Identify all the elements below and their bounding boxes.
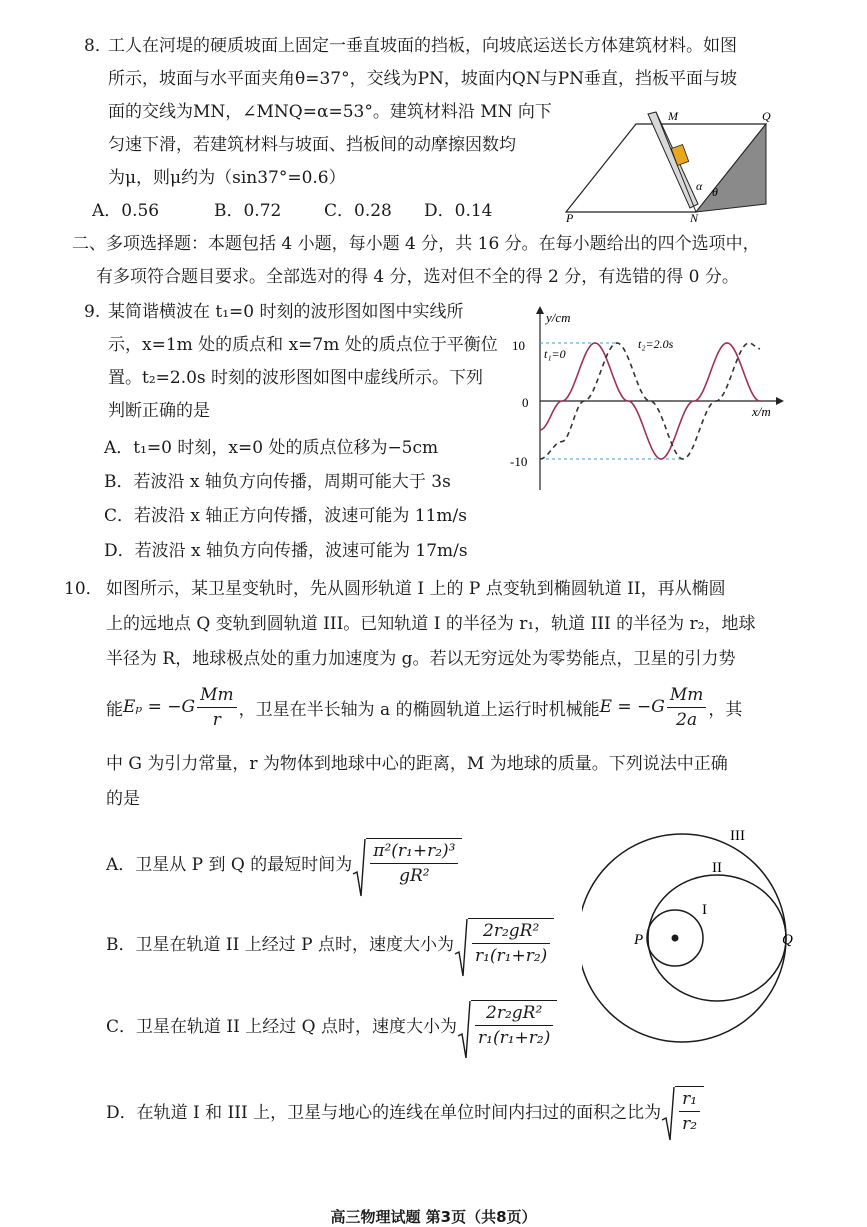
y-tick-10: 10 (512, 338, 525, 353)
y-tick-0: 0 (522, 395, 529, 410)
optD-num: r₁ (679, 1089, 700, 1112)
label-P: P (566, 211, 574, 224)
orbit-figure (582, 820, 804, 1052)
y-axis-label: y/cm (546, 310, 571, 325)
q8-line1: 工人在河堤的硬质坡面上固定一垂直坡面的挡板，向坡底运送长方体建筑材料。如图 (108, 36, 737, 56)
q9-line1: 某简谐横波在 t₁=0 时刻的波形图如图中实线所 (108, 302, 464, 322)
orbit-label-III: III (730, 828, 745, 844)
slope-figure (556, 104, 786, 224)
q10-option-d (106, 1082, 704, 1138)
page-footer: 高三物理试题 第3页（共8页） (330, 1208, 537, 1226)
q10-option-c (106, 994, 557, 1054)
point-label-P: P (634, 932, 644, 948)
e-lhs: E = −G (599, 697, 665, 717)
q8-number: 8． (84, 36, 112, 56)
orbit-II (648, 875, 786, 1001)
q10-line2: 上的远地点 Q 变轨到圆轨道 III。已知轨道 I 的半径为 r₁，轨道 III 的半径为 r₂，地球 (106, 614, 756, 634)
orbit-III (582, 834, 786, 1042)
q8-option-c: C．0.28 (324, 201, 392, 221)
section2-line1: 二、多项选择题：本题包括 4 小题，每小题 4 分，共 16 分。在每小题给出的四个选项中， (72, 234, 760, 254)
section2-line2: 有多项符合题目要求。全部选对的得 4 分，选对但不全的得 2 分，有选错的得 0 分。 (96, 267, 739, 287)
q10-option-a-text: A．卫星从 P 到 Q 的最短时间为 (106, 854, 353, 875)
series-label-t2: t₂=2.0s (638, 337, 674, 351)
q10-option-b (106, 912, 554, 972)
q10-line6: 的是 (106, 789, 140, 809)
q10-option-b-text: B．卫星在轨道 II 上经过 P 点时，速度大小为 (106, 934, 454, 955)
q9-option-a: A．t₁=0 时刻，x=0 处的质点位移为−5cm (104, 438, 439, 458)
label-N: N (690, 211, 699, 224)
q10-option-a (106, 832, 462, 892)
optA-den: gR² (399, 866, 430, 886)
q8-line2: 所示，坡面与水平面夹角θ=37°，交线为PN，坡面内QN与PN垂直，挡板平面与坡 (108, 69, 738, 89)
q10-line1: 如图所示，某卫星变轨时，先从圆形轨道 I 上的 P 点变轨到椭圆轨道 II，再从椭圆 (106, 579, 726, 599)
optC-den: r₁(r₁+r₂) (478, 1028, 551, 1048)
q8-option-b: B．0.72 (214, 201, 282, 221)
q8-option-a: A．0.56 (92, 201, 160, 221)
optD-den: r₂ (682, 1114, 698, 1134)
label-Q: Q (762, 109, 771, 123)
sqrt-a (352, 838, 462, 886)
x-axis-arrow (776, 397, 784, 405)
q10-line4-c: ，其 (708, 699, 743, 720)
e-fraction (667, 685, 707, 730)
q10-line3: 半径为 R，地球极点处的重力加速度为 g。若以无穷远处为零势能点，卫星的引力势 (106, 649, 736, 669)
series-label-t1: t₁=0 (544, 347, 566, 361)
q10-line4-a: 能 (106, 699, 123, 720)
q9-option-c: C．若波沿 x 轴正方向传播，波速可能为 11m/s (104, 506, 468, 526)
ep-den: r (212, 709, 221, 730)
q8-line5: 为μ，则μ约为（sin37°=0.6） (108, 168, 346, 188)
q9-line4: 判断正确的是 (108, 401, 210, 421)
optB-den: r₁(r₁+r₂) (474, 946, 548, 966)
y-tick-neg10: -10 (510, 454, 528, 469)
q9-line3: 置。t₂=2.0s 时刻的波形图如图中虚线所示。下列 (108, 368, 484, 388)
q9-line2: 示，x=1m 处的质点和 x=7m 处的质点位于平衡位 (108, 335, 498, 355)
ep-lhs: Eₚ = −G (123, 697, 196, 717)
orbit-label-II: II (712, 860, 722, 876)
q10-option-c-text: C．卫星在轨道 II 上经过 Q 点时，速度大小为 (106, 1016, 457, 1037)
q10-line4 (106, 682, 742, 732)
label-M: M (668, 109, 678, 123)
x-axis-label: x/m (752, 404, 771, 419)
label-alpha: α (696, 179, 703, 193)
q10-line4-b: ，卫星在半长轴为 a 的椭圆轨道上运行时机械能 (238, 699, 600, 720)
optA-num: π²(r₁+r₂)³ (370, 841, 458, 864)
optB-num: 2r₂gR² (472, 921, 550, 944)
wave-chart (508, 300, 788, 495)
optC-num: 2r₂gR² (475, 1003, 553, 1026)
e-num: Mm (667, 685, 707, 708)
point-label-Q: Q (782, 932, 793, 948)
y-axis-arrow (536, 306, 544, 314)
orbit-label-I: I (702, 902, 707, 918)
sqrt-d (661, 1086, 704, 1134)
sqrt-b (454, 918, 554, 966)
label-theta: θ (712, 185, 718, 199)
earth-center (672, 935, 679, 942)
ep-fraction (197, 685, 237, 730)
sqrt-c (457, 1000, 557, 1048)
q9-option-b: B．若波沿 x 轴负方向传播，周期可能大于 3s (104, 472, 451, 492)
q10-option-d-text: D．在轨道 I 和 III 上，卫星与地心的连线在单位时间内扫过的面积之比为 (106, 1102, 662, 1123)
q10-line5: 中 G 为引力常量，r 为物体到地球中心的距离，M 为地球的质量。下列说法中正确 (106, 754, 728, 774)
e-den: 2a (676, 709, 698, 730)
q10-number: 10． (64, 579, 103, 599)
ep-num: Mm (197, 685, 237, 708)
q8-option-d: D．0.14 (424, 201, 493, 221)
q9-option-d: D．若波沿 x 轴负方向传播，波速可能为 17m/s (104, 541, 468, 561)
q9-number: 9. (84, 302, 101, 322)
q8-line3: 面的交线为MN，∠MNQ=α=53°。建筑材料沿 MN 向下 (108, 102, 552, 122)
q8-line4: 匀速下滑，若建筑材料与坡面、挡板间的动摩擦因数均 (108, 135, 516, 155)
